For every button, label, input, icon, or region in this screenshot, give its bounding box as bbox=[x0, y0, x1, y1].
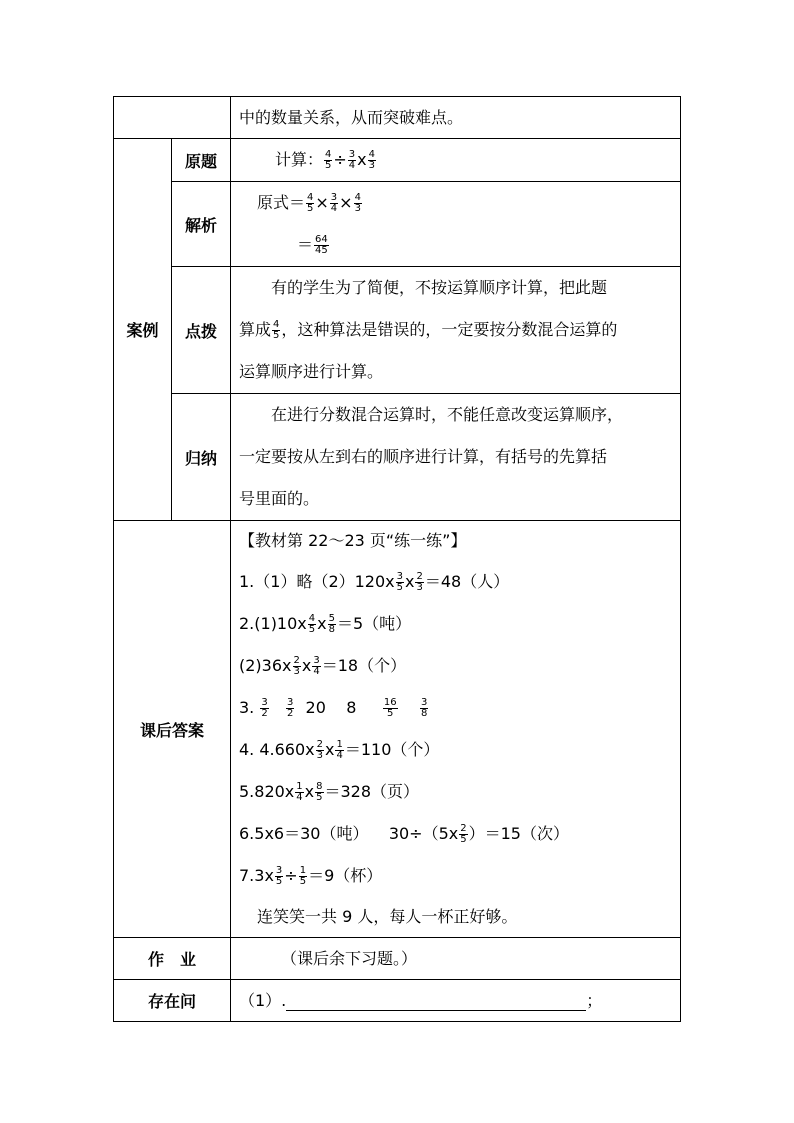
summary-label: 归纳 bbox=[172, 394, 231, 521]
empty-cell bbox=[114, 97, 231, 139]
issues-label: 存在问 bbox=[114, 980, 231, 1022]
table-row bbox=[114, 267, 681, 394]
original-label: 原题 bbox=[172, 139, 231, 182]
homework-label: 作 业 bbox=[114, 938, 231, 980]
case-label: 案例 bbox=[114, 139, 172, 521]
table-row bbox=[114, 980, 681, 1022]
table-row bbox=[114, 521, 681, 938]
original-problem: 计算： $\frac{4}{5}$ ÷ $\frac{3}{4}$ x $\frac{4}{3}$ bbox=[231, 139, 681, 182]
table-row bbox=[114, 97, 681, 139]
table-row bbox=[114, 182, 681, 267]
analysis-label: 解析 bbox=[172, 182, 231, 267]
lesson-table bbox=[113, 96, 681, 1022]
hint-content: 有的学生为了简便，不按运算顺序计算，把此题 算成 $\frac{4}{5}$ ，这种算法是错误的，一定要按分数混合运算的 运算顺序进行计算。 bbox=[231, 267, 681, 394]
row0-text: 中的数量关系，从而突破难点。 bbox=[231, 97, 681, 139]
issues-content: （1）. ； bbox=[231, 980, 681, 1022]
summary-content: 在进行分数混合运算时，不能任意改变运算顺序， 一定要按从左到右的顺序进行计算，有括号的先算括 号里面的。 bbox=[231, 394, 681, 521]
table-row bbox=[114, 139, 681, 182]
analysis-content: 原式＝ $\frac{4}{5}$ × $\frac{3}{4}$ × $\frac{4}{3}$ ＝ $\frac{64}{45}$ bbox=[231, 182, 681, 267]
answers-label: 课后答案 bbox=[114, 521, 231, 938]
table-row bbox=[114, 394, 681, 521]
blank-line[interactable] bbox=[286, 992, 586, 1011]
answers-content: 【教材第 22～23 页“练一练”】 1.（1）略（2）120x $\frac{3}{5}$ x $\frac{2}{3}$ ＝48（人） 2.(1)10x $\frac{4}{5}$ x $\frac{5}{8}$ ＝5（吨） (2)36x $\frac{2}{3}$ x $\frac{3}{4}$ ＝18（个） 3. $\frac{3}{2}$ $\frac{3}{2}$ 20 8 $\frac{16}{5}$ $\frac{3}{8}$ 4. 4.660x $\frac{2}{3}$ x $\frac{1}{4}$ ＝110（个） 5.820x $\frac{1}{4}$ x $\frac{8}{5}$ ＝328（页） 6.5x6＝30（吨） 30÷（5x $\frac{2}{5}$ ）＝15（次） 7.3x $\frac{3}{5}$ ÷ $\frac{1}{5}$ ＝9（杯） 连笑笑一共 9 人，每人一杯正好够。 bbox=[231, 521, 681, 938]
homework-text: （课后余下习题。） bbox=[231, 938, 681, 980]
table-row bbox=[114, 938, 681, 980]
hint-label: 点拨 bbox=[172, 267, 231, 394]
